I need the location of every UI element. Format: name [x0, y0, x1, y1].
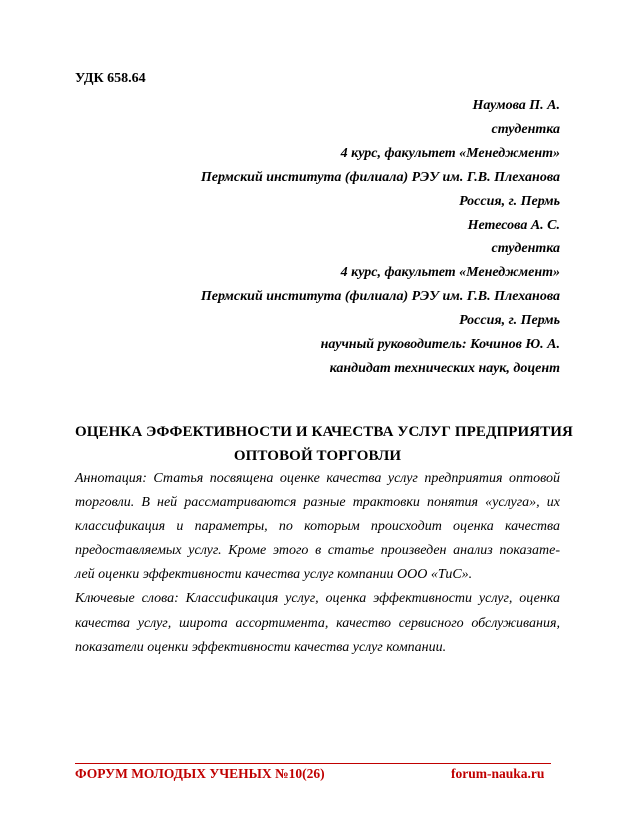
author-2-course: 4 курс, факультет «Менеджмент» — [340, 265, 560, 281]
footer-journal-title: ФОРУМ МОЛОДЫХ УЧЕНЫХ №10(26) — [75, 766, 325, 781]
abstract-line: предоставляемых услуг. Кроме этого в статье произведен анализ показате- — [75, 543, 560, 559]
article-title-line: ОПТОВОЙ ТОРГОВЛИ — [233, 448, 402, 464]
abstract-line: Аннотация: Статья посвящена оценке качества услуг предприятия оптовой — [75, 471, 560, 486]
article-title-line: ОЦЕНКА ЭФФЕКТИВНОСТИ И КАЧЕСТВА УСЛУГ ПРЕДПРИЯТИЯ — [75, 424, 573, 440]
author-2-institution: Пермский института (филиала) РЭУ им. Г.В. Плеханова — [200, 289, 560, 305]
abstract-line: торговли. В ней рассматриваются разные трактовки понятия «услуга», их — [75, 495, 560, 511]
keywords-line: Ключевые слова: Классификация услуг, оценка эффективности услуг, оценка — [75, 591, 560, 607]
abstract-line: классификация и параметры, по которым происходит оценка качества — [75, 519, 560, 535]
abstract-line: лей оценки эффективности качества услуг компании ООО «ТиС». — [75, 567, 473, 583]
author-2-name: Нетесова А. С. — [467, 217, 560, 233]
author-1-location: Россия, г. Пермь — [459, 193, 560, 209]
author-2-status: студентка — [491, 241, 560, 257]
udk-code: УДК 658.64 — [75, 71, 146, 86]
supervisor-degree: кандидат технических наук, доцент — [329, 360, 560, 376]
footer-divider — [75, 763, 551, 764]
author-1-name: Наумова П. А. — [472, 98, 560, 113]
keywords-line: показатели оценки эффективности качества услуг компании. — [75, 639, 447, 655]
author-1-status: студентка — [491, 121, 560, 137]
supervisor-name: научный руководитель: Кочинов Ю. А. — [320, 337, 560, 353]
abstract-block — [75, 467, 560, 660]
article-title — [75, 420, 573, 468]
author-1-course: 4 курс, факультет «Менеджмент» — [340, 145, 560, 161]
author-2-location: Россия, г. Пермь — [459, 313, 560, 329]
author-1-institution: Пермский института (филиала) РЭУ им. Г.В. Плеханова — [200, 169, 560, 185]
footer-site-link[interactable]: forum-nauka.ru — [451, 766, 545, 781]
author-block — [40, 94, 560, 381]
keywords-line: качества услуг, широта ассортимента, качество сервисного обслуживания, — [75, 615, 560, 631]
